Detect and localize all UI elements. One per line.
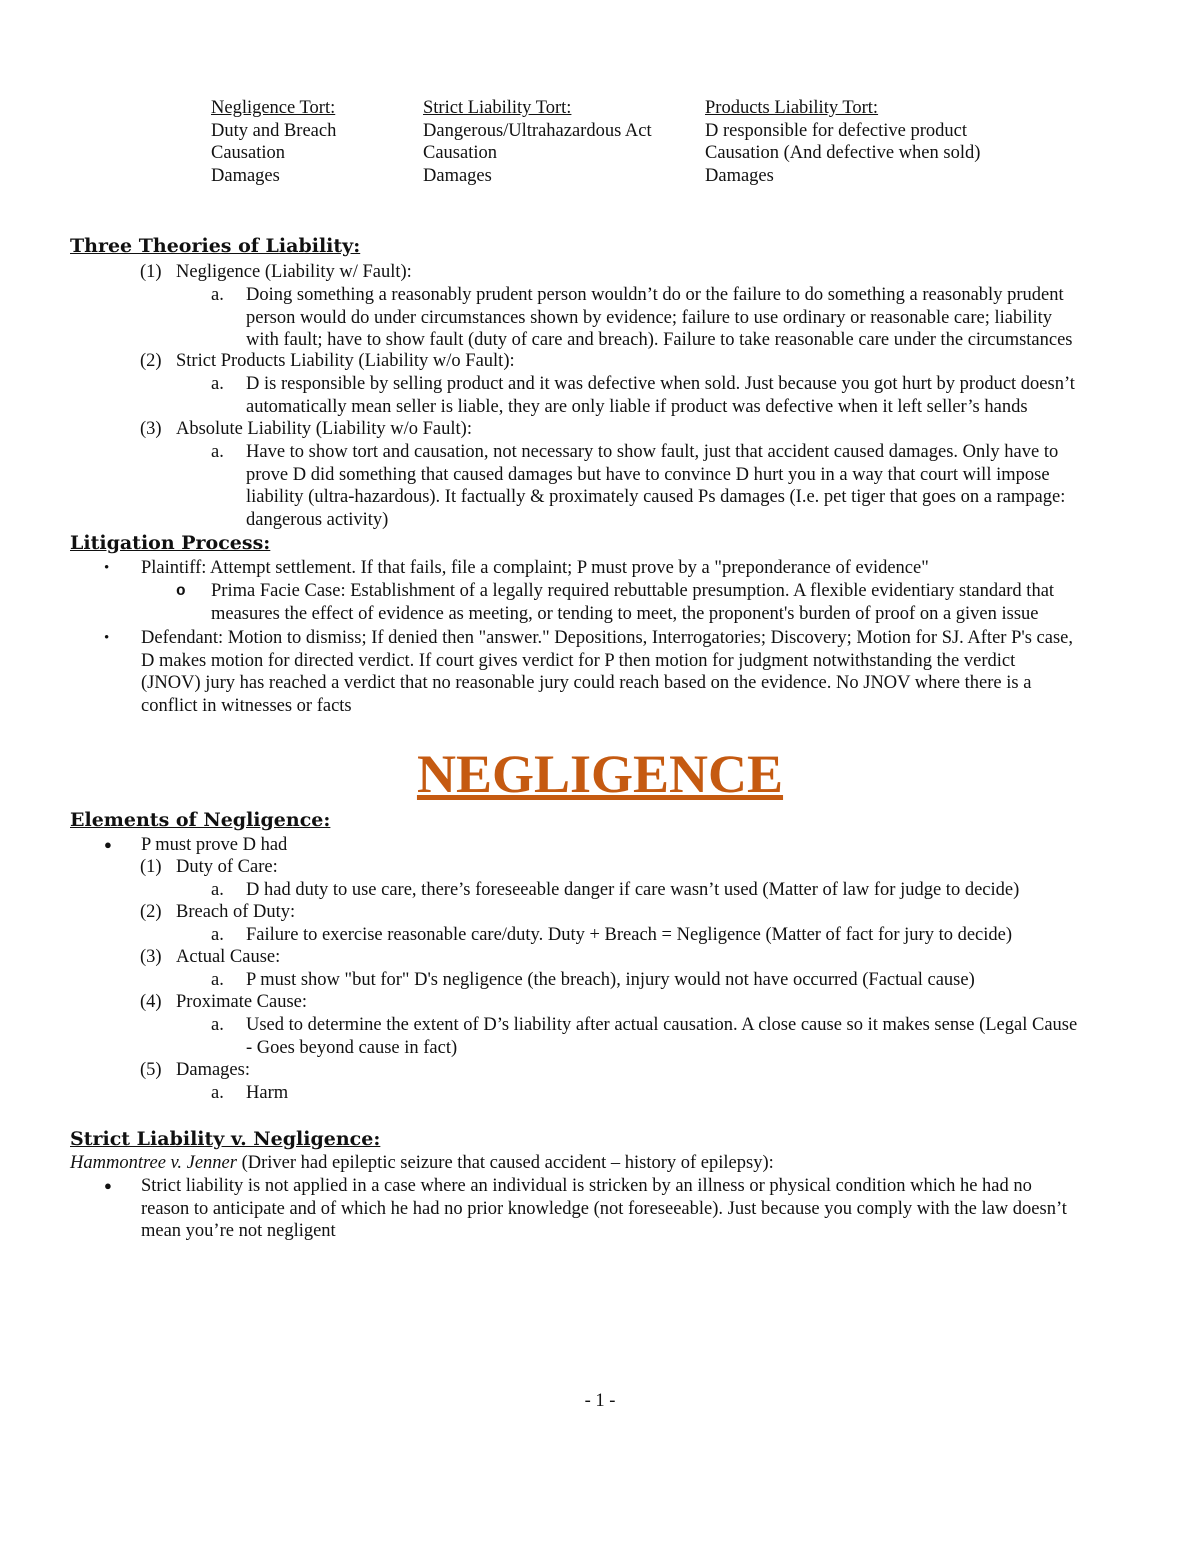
column-row: Dangerous/Ultrahazardous Act — [423, 120, 652, 141]
elements-lead: P must prove D had — [141, 835, 288, 855]
list-letter: a. — [211, 1083, 224, 1103]
element-description: P must show "but for" D's negligence (the breach), injury would not have occurred (Factual cause) — [246, 970, 975, 990]
strict-vs-negligence-text — [141, 1175, 1067, 1243]
text-line: Defendant: Motion to dismiss; If denied then "answer." Depositions, Interrogatories; Discovery; Motion for SJ. After P's case, — [141, 628, 1073, 648]
theory-description — [246, 373, 1075, 418]
column-header: Products Liability Tort: — [705, 98, 879, 118]
column-row: Damages — [705, 166, 774, 187]
text-line: reason to anticipate and of which he had no prior knowledge (not foreseeable). Just because you comply with the law doesn’t — [141, 1198, 1067, 1219]
text-line: person would do under circumstances shown by evidence; failure to use ordinary or reasonable care; liability — [246, 307, 1053, 328]
list-number: (1) — [140, 262, 162, 282]
element-title: Duty of Care: — [176, 857, 278, 877]
list-letter: a. — [211, 970, 224, 990]
column-row: Causation — [211, 143, 285, 164]
text-line: - Goes beyond cause in fact) — [246, 1037, 458, 1058]
list-letter: a. — [211, 1015, 224, 1035]
list-number: (3) — [140, 947, 162, 967]
text-line: automatically mean seller is liable, they are only liable if product was defective when it left seller’s hands — [246, 396, 1028, 417]
column-row: Causation (And defective when sold) — [705, 143, 981, 164]
list-number: (5) — [140, 1060, 162, 1080]
plaintiff-text: Plaintiff: Attempt settlement. If that fails, file a complaint; P must prove by a "preponderance of evidence" — [141, 558, 929, 578]
negligence-tort-column — [211, 97, 336, 188]
defendant-text — [141, 627, 1073, 718]
text-line: dangerous activity) — [246, 510, 389, 531]
strict-liability-tort-column — [423, 97, 652, 188]
text-line: mean you’re not negligent — [141, 1221, 336, 1242]
text-line: with fault; have to show fault (duty of care and breach). Failure to take reasonable care under the circumstances — [246, 330, 1073, 351]
case-name: Hammontree v. Jenner — [70, 1153, 237, 1173]
list-letter: a. — [211, 285, 224, 305]
list-number: (2) — [140, 902, 162, 922]
text-line: prove D did something that caused damages but have to convince D hurt you in a way that court will impose — [246, 464, 1050, 485]
case-line — [70, 1152, 774, 1175]
element-description: Failure to exercise reasonable care/duty. Duty + Breach = Negligence (Matter of fact for jury to decide) — [246, 925, 1013, 945]
text-line: Have to show tort and causation, not necessary to show fault, just that accident caused damages. Only have to — [246, 442, 1059, 462]
strict-vs-negligence-heading: Strict Liability v. Negligence: — [70, 1128, 381, 1150]
theory-title: Strict Products Liability (Liability w/o Fault): — [176, 351, 515, 371]
column-header: Negligence Tort: — [211, 98, 336, 118]
theories-heading: Three Theories of Liability: — [70, 235, 361, 257]
bullet-icon: • — [104, 630, 110, 646]
list-letter: a. — [211, 880, 224, 900]
bullet-icon: • — [104, 560, 110, 576]
element-description: D had duty to use care, there’s foreseeable danger if care wasn’t used (Matter of law for judge to decide) — [246, 880, 1020, 900]
section-title: NEGLIGENCE — [416, 744, 784, 804]
bullet-icon: ● — [104, 837, 112, 852]
theory-description — [246, 441, 1065, 532]
column-row: Causation — [423, 143, 497, 164]
column-header: Strict Liability Tort: — [423, 98, 572, 118]
theory-description — [246, 284, 1073, 352]
column-row: D responsible for defective product — [705, 120, 967, 141]
element-title: Actual Cause: — [176, 947, 281, 967]
litigation-heading: Litigation Process: — [70, 532, 271, 554]
element-title: Proximate Cause: — [176, 992, 308, 1012]
products-liability-tort-column — [705, 97, 980, 188]
text-line: measures the effect of evidence as meeting, or tending to meet, the proponent's burden of proof on a given issue — [211, 603, 1039, 624]
text-line: (JNOV) jury has reached a verdict that no reasonable jury could reach based on the evidence. No JNOV where there is a — [141, 673, 1032, 694]
element-description: Harm — [246, 1083, 289, 1103]
text-line: conflict in witnesses or facts — [141, 696, 352, 717]
text-line: Strict liability is not applied in a case where an individual is stricken by an illness or physical condition which he had no — [141, 1176, 1032, 1196]
list-number: (4) — [140, 992, 162, 1012]
list-letter: a. — [211, 925, 224, 945]
list-number: (2) — [140, 351, 162, 371]
prima-facie-text — [211, 580, 1054, 625]
column-row: Duty and Breach — [211, 120, 337, 141]
element-description — [246, 1014, 1077, 1059]
element-title: Breach of Duty: — [176, 902, 296, 922]
theory-title: Absolute Liability (Liability w/o Fault): — [176, 419, 472, 439]
text-line: D is responsible by selling product and it was defective when sold. Just because you got hurt by product doesn’t — [246, 374, 1075, 394]
page-number: - 1 - — [584, 1391, 616, 1411]
column-row: Damages — [211, 166, 280, 187]
bullet-icon: ● — [104, 1178, 112, 1193]
theory-title: Negligence (Liability w/ Fault): — [176, 262, 412, 282]
column-row: Damages — [423, 166, 492, 187]
list-letter: a. — [211, 374, 224, 394]
elements-heading: Elements of Negligence: — [70, 809, 331, 831]
element-title: Damages: — [176, 1060, 250, 1080]
text-line: Used to determine the extent of D’s liability after actual causation. A close cause so it makes sense (Legal Cause — [246, 1015, 1078, 1035]
sub-bullet-icon: o — [176, 582, 186, 600]
list-letter: a. — [211, 442, 224, 462]
text-line: Doing something a reasonably prudent person wouldn’t do or the failure to do something a reasonably prudent — [246, 285, 1064, 305]
case-description: (Driver had epileptic seizure that caused accident – history of epilepsy): — [236, 1153, 774, 1173]
text-line: D makes motion for directed verdict. If court gives verdict for P then motion for judgment notwithstanding the verdict — [141, 650, 1016, 671]
list-number: (1) — [140, 857, 162, 877]
text-line: Prima Facie Case: Establishment of a legally required rebuttable presumption. A flexible evidentiary standard that — [211, 581, 1055, 601]
text-line: liability (ultra-hazardous). It factually & proximately caused Ps damages (I.e. pet tiger that goes on a rampage: — [246, 487, 1066, 508]
list-number: (3) — [140, 419, 162, 439]
